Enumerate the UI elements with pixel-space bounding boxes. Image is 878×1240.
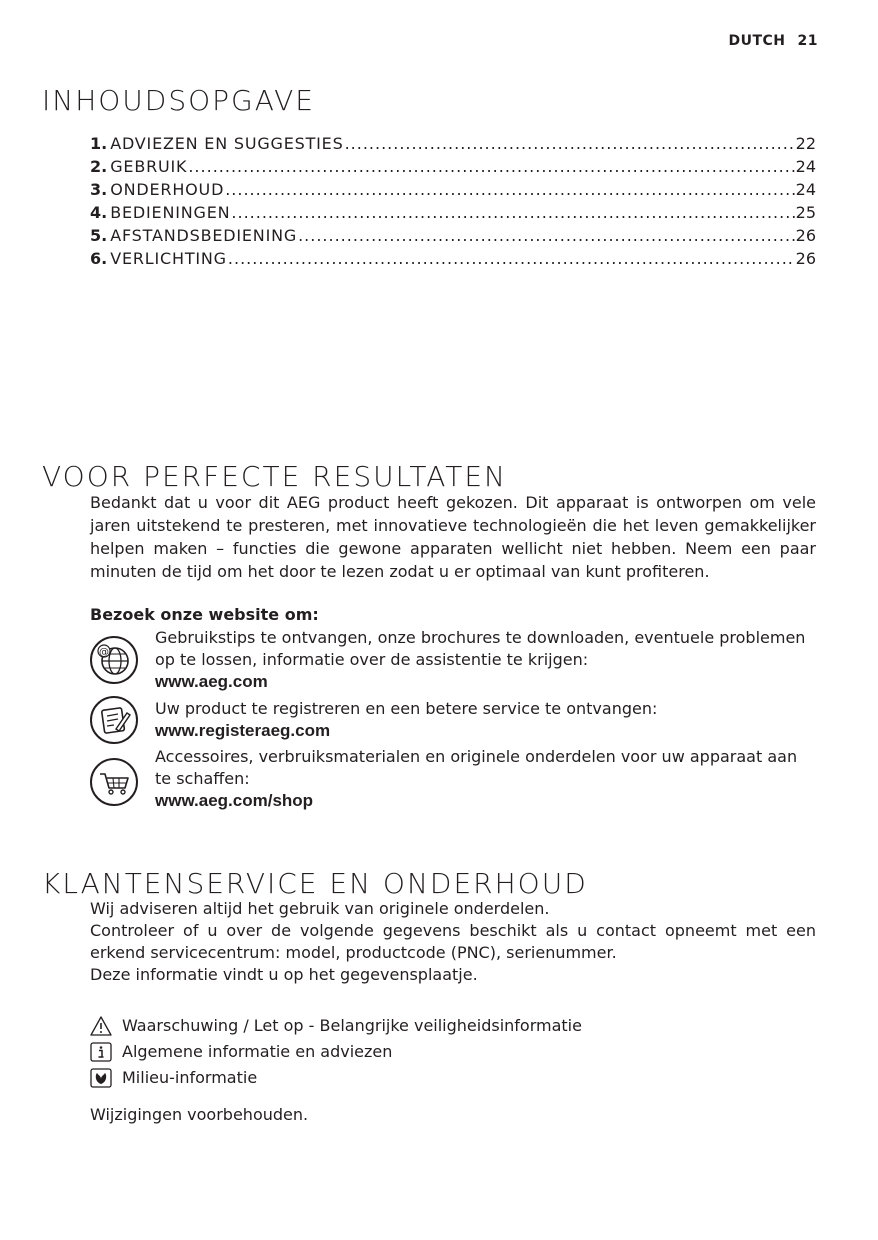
page-number: 21	[797, 33, 818, 49]
environment-icon	[90, 1068, 112, 1088]
legend-label: Milieu-informatie	[122, 1068, 258, 1087]
toc-item-number: 1.	[90, 134, 108, 153]
toc-item[interactable]	[90, 180, 816, 203]
toc-item-page: 24	[795, 180, 816, 199]
language-label: DUTCH	[728, 33, 786, 49]
toc-item-number: 6.	[90, 249, 108, 268]
svg-text:@: @	[99, 647, 109, 658]
toc-item[interactable]	[90, 249, 816, 272]
register-icon	[90, 696, 138, 744]
toc-item-label: VERLICHTING	[110, 249, 227, 268]
toc-leader	[231, 203, 794, 222]
warning-icon	[90, 1016, 112, 1036]
toc-leader	[228, 249, 795, 268]
toc-leader	[298, 226, 795, 245]
shopping-cart-icon	[90, 758, 138, 806]
toc-item[interactable]	[90, 203, 816, 226]
service-item-register	[155, 698, 816, 742]
toc-item-page: 26	[795, 226, 816, 245]
toc-item-label: BEDIENINGEN	[110, 203, 231, 222]
cs-line-3: Deze informatie vindt u op het gegevensplaatje.	[90, 965, 478, 984]
toc-item-number: 5.	[90, 226, 108, 245]
toc-item[interactable]	[90, 134, 816, 157]
service-item-shop	[155, 746, 816, 812]
changes-reserved-note: Wijzigingen voorbehouden.	[90, 1105, 309, 1124]
register-link[interactable]: www.registeraeg.com	[155, 721, 331, 740]
globe-icon	[90, 636, 138, 684]
intro-paragraph: Bedankt dat u voor dit AEG product heeft gekozen. Dit apparaat is ontworpen om vele jaren uitstekend te presteren, met innovatieve technologieën die het leven gemakkelijker helpen maken – functies die gewone apparaten wellicht niet hebben. Neem een paar minuten de tijd om het door te lezen zodat u er optimaal van kunt profiteren.	[90, 493, 816, 581]
table-of-contents	[90, 134, 816, 272]
page-header	[728, 33, 818, 49]
toc-item-label: ONDERHOUD	[110, 180, 225, 199]
toc-leader	[188, 157, 794, 176]
toc-item-label: ADVIEZEN EN SUGGESTIES	[110, 134, 344, 153]
toc-leader	[225, 180, 794, 199]
visit-website-title: Bezoek onze website om:	[90, 605, 319, 624]
cs-line-1: Wij adviseren altijd het gebruik van originele onderdelen.	[90, 899, 550, 918]
toc-item-label: AFSTANDSBEDIENING	[110, 226, 298, 245]
service-text: Accessoires, verbruiksmaterialen en originele onderdelen voor uw apparaat aan te schaffen:	[155, 747, 798, 788]
toc-leader	[345, 134, 795, 153]
website-link[interactable]: www.aeg.com	[155, 672, 268, 691]
toc-item-page: 26	[795, 249, 816, 268]
toc-item-label: GEBRUIK	[110, 157, 188, 176]
toc-item-number: 4.	[90, 203, 108, 222]
shop-link[interactable]: www.aeg.com/shop	[155, 791, 314, 810]
toc-item-page: 24	[795, 157, 816, 176]
toc-item-page: 22	[795, 134, 816, 153]
toc-title: INHOUDSOPGAVE	[42, 84, 315, 117]
legend-label: Algemene informatie en adviezen	[122, 1042, 393, 1061]
legend-label: Waarschuwing / Let op - Belangrijke veiligheidsinformatie	[122, 1016, 582, 1035]
cs-line-2: Controleer of u over de volgende gegevens beschikt als u contact opneemt met een erkend servicecentrum: model, productcode (PNC), serienummer.	[90, 921, 816, 962]
service-text: Uw product te registreren en een betere service te ontvangen:	[155, 699, 658, 718]
toc-item[interactable]	[90, 157, 816, 180]
customer-service-text	[90, 898, 816, 986]
toc-item-number: 2.	[90, 157, 108, 176]
service-text: Gebruikstips te ontvangen, onze brochures te downloaden, eventuele problemen op te lossen, informatie over de assistentie te krijgen:	[155, 628, 806, 669]
results-title: VOOR PERFECTE RESULTATEN	[42, 460, 507, 493]
toc-item-page: 25	[795, 203, 816, 222]
info-icon	[90, 1042, 112, 1062]
toc-item-number: 3.	[90, 180, 108, 199]
toc-item[interactable]	[90, 226, 816, 249]
customer-service-title: KLANTENSERVICE EN ONDERHOUD	[42, 867, 588, 900]
service-item-website	[155, 627, 816, 693]
